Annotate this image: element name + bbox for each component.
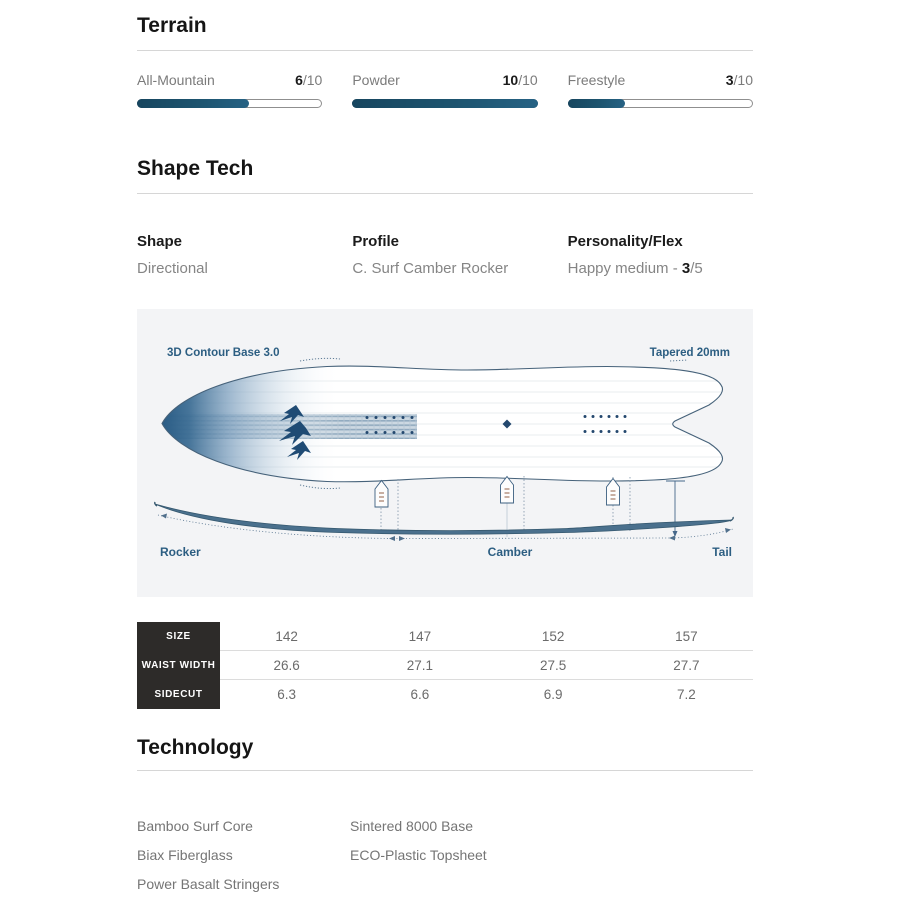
rating-score-max: /10 [518, 72, 538, 88]
table-cell: 7.2 [676, 687, 696, 702]
technology-column-1 [137, 812, 350, 899]
table-cell: 6.3 [277, 687, 297, 702]
table-cell: 142 [275, 628, 298, 644]
row-header-sidecut: SIDECUT [154, 689, 203, 700]
technology-column-2 [350, 812, 487, 899]
rating-powder [352, 72, 537, 108]
diagram-label-rocker: Rocker [160, 545, 201, 559]
row-header-size: SIZE [166, 631, 191, 642]
tech-item: Bamboo Surf Core [137, 818, 253, 834]
rating-score-value: 6 [295, 72, 303, 88]
tech-item: Power Basalt Stringers [137, 876, 280, 892]
board-side-profile [155, 502, 733, 541]
rating-all-mountain [137, 72, 322, 108]
tech-item: Sintered 8000 Base [350, 818, 473, 834]
size-table-body [220, 622, 753, 709]
table-row-size [220, 622, 753, 651]
spec-value [568, 260, 753, 277]
terrain-divider [137, 50, 753, 51]
spec-value-text: Happy medium - [567, 260, 682, 277]
size-table-header-column [137, 622, 220, 709]
rating-bar-track [568, 99, 753, 108]
rating-score [503, 72, 538, 88]
rating-bar-fill [352, 99, 537, 108]
spec-label: Personality/Flex [567, 233, 683, 250]
spec-value-text: C. Surf Camber Rocker [352, 260, 509, 277]
technology-heading: Technology [137, 736, 254, 759]
spec-value-suffix: /5 [690, 260, 703, 277]
technology-divider [137, 770, 753, 771]
spec-value-score: 3 [681, 260, 691, 277]
nose-gradient [162, 366, 467, 482]
shape-tech-divider [137, 193, 753, 194]
content-column [137, 0, 753, 899]
tech-item: Biax Fiberglass [137, 847, 233, 863]
diagram-label-tail: Tail [712, 545, 732, 559]
rating-score [295, 72, 322, 88]
spec-label: Profile [352, 233, 400, 250]
rating-score-value: 10 [502, 72, 519, 88]
board-diagram-panel [137, 309, 753, 597]
table-cell: 27.1 [406, 657, 434, 673]
table-cell: 6.9 [543, 687, 563, 702]
table-row-sidecut [220, 680, 753, 709]
shape-tech-specs [137, 233, 753, 277]
rating-label: Freestyle [567, 72, 626, 88]
table-cell: 6.6 [410, 687, 430, 702]
rating-label: All-Mountain [137, 72, 215, 88]
terrain-ratings [137, 72, 753, 108]
table-row-waist-width [220, 651, 753, 680]
row-header-waist-width: WAIST WIDTH [141, 660, 216, 671]
spec-label: Shape [137, 233, 183, 250]
rating-freestyle [568, 72, 753, 108]
rating-score-max: /10 [302, 72, 323, 88]
rating-score [726, 72, 753, 88]
table-cell: 27.7 [673, 657, 700, 673]
rating-bar-fill [137, 99, 249, 108]
diagram-label-camber: Camber [487, 545, 533, 559]
tech-item: ECO-Plastic Topsheet [350, 847, 487, 863]
size-spec-table [137, 622, 753, 709]
spec-shape [137, 233, 322, 277]
rating-bar-track [137, 99, 322, 108]
diagram-label-tapered: Tapered 20mm [649, 347, 730, 359]
table-cell: 147 [408, 628, 432, 644]
diagram-label-contour-base: 3D Contour Base 3.0 [167, 347, 280, 359]
shape-tech-heading: Shape Tech [137, 157, 254, 180]
rating-score-max: /10 [733, 72, 753, 88]
spec-profile [352, 233, 537, 277]
table-cell: 152 [541, 628, 565, 644]
table-cell: 27.5 [539, 657, 567, 673]
table-cell: 26.6 [273, 657, 300, 673]
table-cell: 157 [675, 628, 698, 644]
terrain-heading: Terrain [137, 14, 207, 37]
board-diagram [137, 309, 753, 597]
spec-personality-flex [568, 233, 753, 277]
board-top-view [162, 358, 727, 488]
technology-list [137, 812, 753, 899]
rating-bar-track [352, 99, 537, 108]
rating-label: Powder [352, 72, 400, 88]
spec-value [137, 260, 322, 277]
rating-score-value: 3 [725, 72, 734, 88]
tag-markings [379, 489, 616, 501]
rating-bar-fill [568, 99, 625, 108]
spec-value-text: Directional [137, 260, 208, 277]
spec-value [352, 260, 537, 277]
